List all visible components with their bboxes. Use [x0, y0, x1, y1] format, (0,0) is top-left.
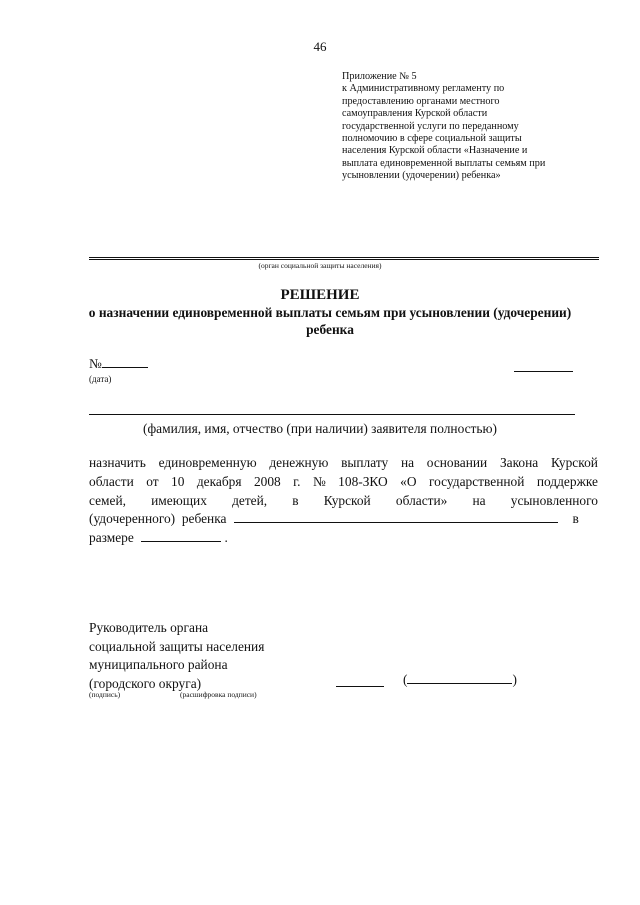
signature-line: социальной защиты населения: [89, 638, 265, 654]
appendix-line: выплата единовременной выплаты семьям при: [342, 157, 546, 169]
decoding-blank: [407, 672, 512, 684]
body-word: единовременную: [158, 455, 257, 470]
appendix-line: к Административному регламенту по: [342, 83, 505, 95]
applicant-caption: (фамилия, имя, отчество (при наличии) заявителя полностью): [143, 421, 497, 436]
date-blank: [514, 371, 573, 372]
body-word: области: [89, 474, 134, 489]
document-title: РЕШЕНИЕ: [280, 287, 360, 303]
child-name-blank: [234, 511, 558, 523]
appendix-line: предоставлению органами местного: [342, 95, 500, 107]
signature-line: муниципального района: [89, 657, 228, 672]
applicant-line: [89, 414, 575, 415]
body-word: Курской: [550, 455, 598, 470]
body-word: на: [472, 493, 486, 508]
body-word: Закона: [499, 455, 539, 470]
organ-caption: (орган социальной защиты населения): [258, 261, 382, 270]
body-word: «О: [400, 474, 417, 489]
body-word: назначить: [89, 455, 146, 470]
body-word: государственной: [428, 474, 525, 489]
number-sign: №: [89, 356, 102, 371]
body-word: денежную: [269, 455, 329, 470]
signature-line: (городского округа): [89, 675, 202, 691]
signature-block: [89, 619, 264, 693]
body-word: 2008: [253, 474, 281, 489]
body-line-4: [89, 511, 598, 527]
appendix-line: полномочию в сфере социальной защиты: [342, 133, 522, 145]
document-subtitle: о назначении единовременной выплаты семьям при усыновлении (удочерении) ребенка: [88, 305, 572, 337]
appendix-line: государственной услуги по переданному: [342, 120, 519, 132]
decoding-field: [403, 672, 517, 688]
body-word: основании: [426, 455, 488, 470]
appendix-line: самоуправления Курской области: [342, 108, 488, 120]
body-word: №: [312, 474, 326, 489]
decoding-caption: (расшифровка подписи): [180, 690, 257, 699]
body-word: на: [400, 455, 415, 470]
body-line-2: [89, 474, 598, 490]
body-line-3: [89, 493, 598, 509]
body-word: области»: [395, 493, 448, 508]
body-word: 108-ЗКО: [338, 474, 388, 489]
organ-line-secondary: [89, 259, 599, 260]
open-paren: (: [403, 672, 408, 687]
number-blank: [102, 356, 148, 368]
body-word: поддержке: [536, 474, 598, 489]
body-word: от: [146, 474, 159, 489]
appendix-note: [342, 71, 590, 183]
body-word: имеющих: [151, 493, 207, 508]
appendix-line: населения Курской области «Назначение и: [342, 145, 528, 157]
body-word: декабря: [196, 474, 242, 489]
signature-caption: (подпись): [89, 690, 121, 699]
body-text: в: [572, 511, 579, 526]
body-word: 10: [171, 474, 185, 489]
amount-blank: [141, 530, 221, 542]
body-line-1: [89, 455, 598, 471]
body-word: г.: [293, 474, 301, 489]
body-word: выплату: [341, 455, 389, 470]
date-caption: (дата): [89, 374, 112, 384]
signature-line: Руководитель органа: [89, 620, 209, 635]
signature-blank: [336, 686, 384, 687]
close-paren: ): [512, 672, 517, 687]
appendix-line: усыновлении (удочерении) ребенка»: [342, 170, 501, 182]
body-text: размере: [89, 530, 134, 545]
appendix-line: Приложение № 5: [342, 71, 417, 82]
body-line-5: [89, 530, 228, 546]
body-text: (удочеренного) ребенка: [89, 511, 227, 526]
body-word: семей,: [89, 493, 126, 508]
body-word: в: [292, 493, 299, 508]
page-number: 46: [313, 39, 327, 54]
body-text: .: [224, 530, 228, 545]
organ-line: [89, 257, 599, 258]
body-word: Курской: [323, 493, 371, 508]
number-field: [89, 356, 148, 372]
body-word: детей,: [232, 493, 268, 508]
body-word: усыновленного: [510, 493, 598, 508]
